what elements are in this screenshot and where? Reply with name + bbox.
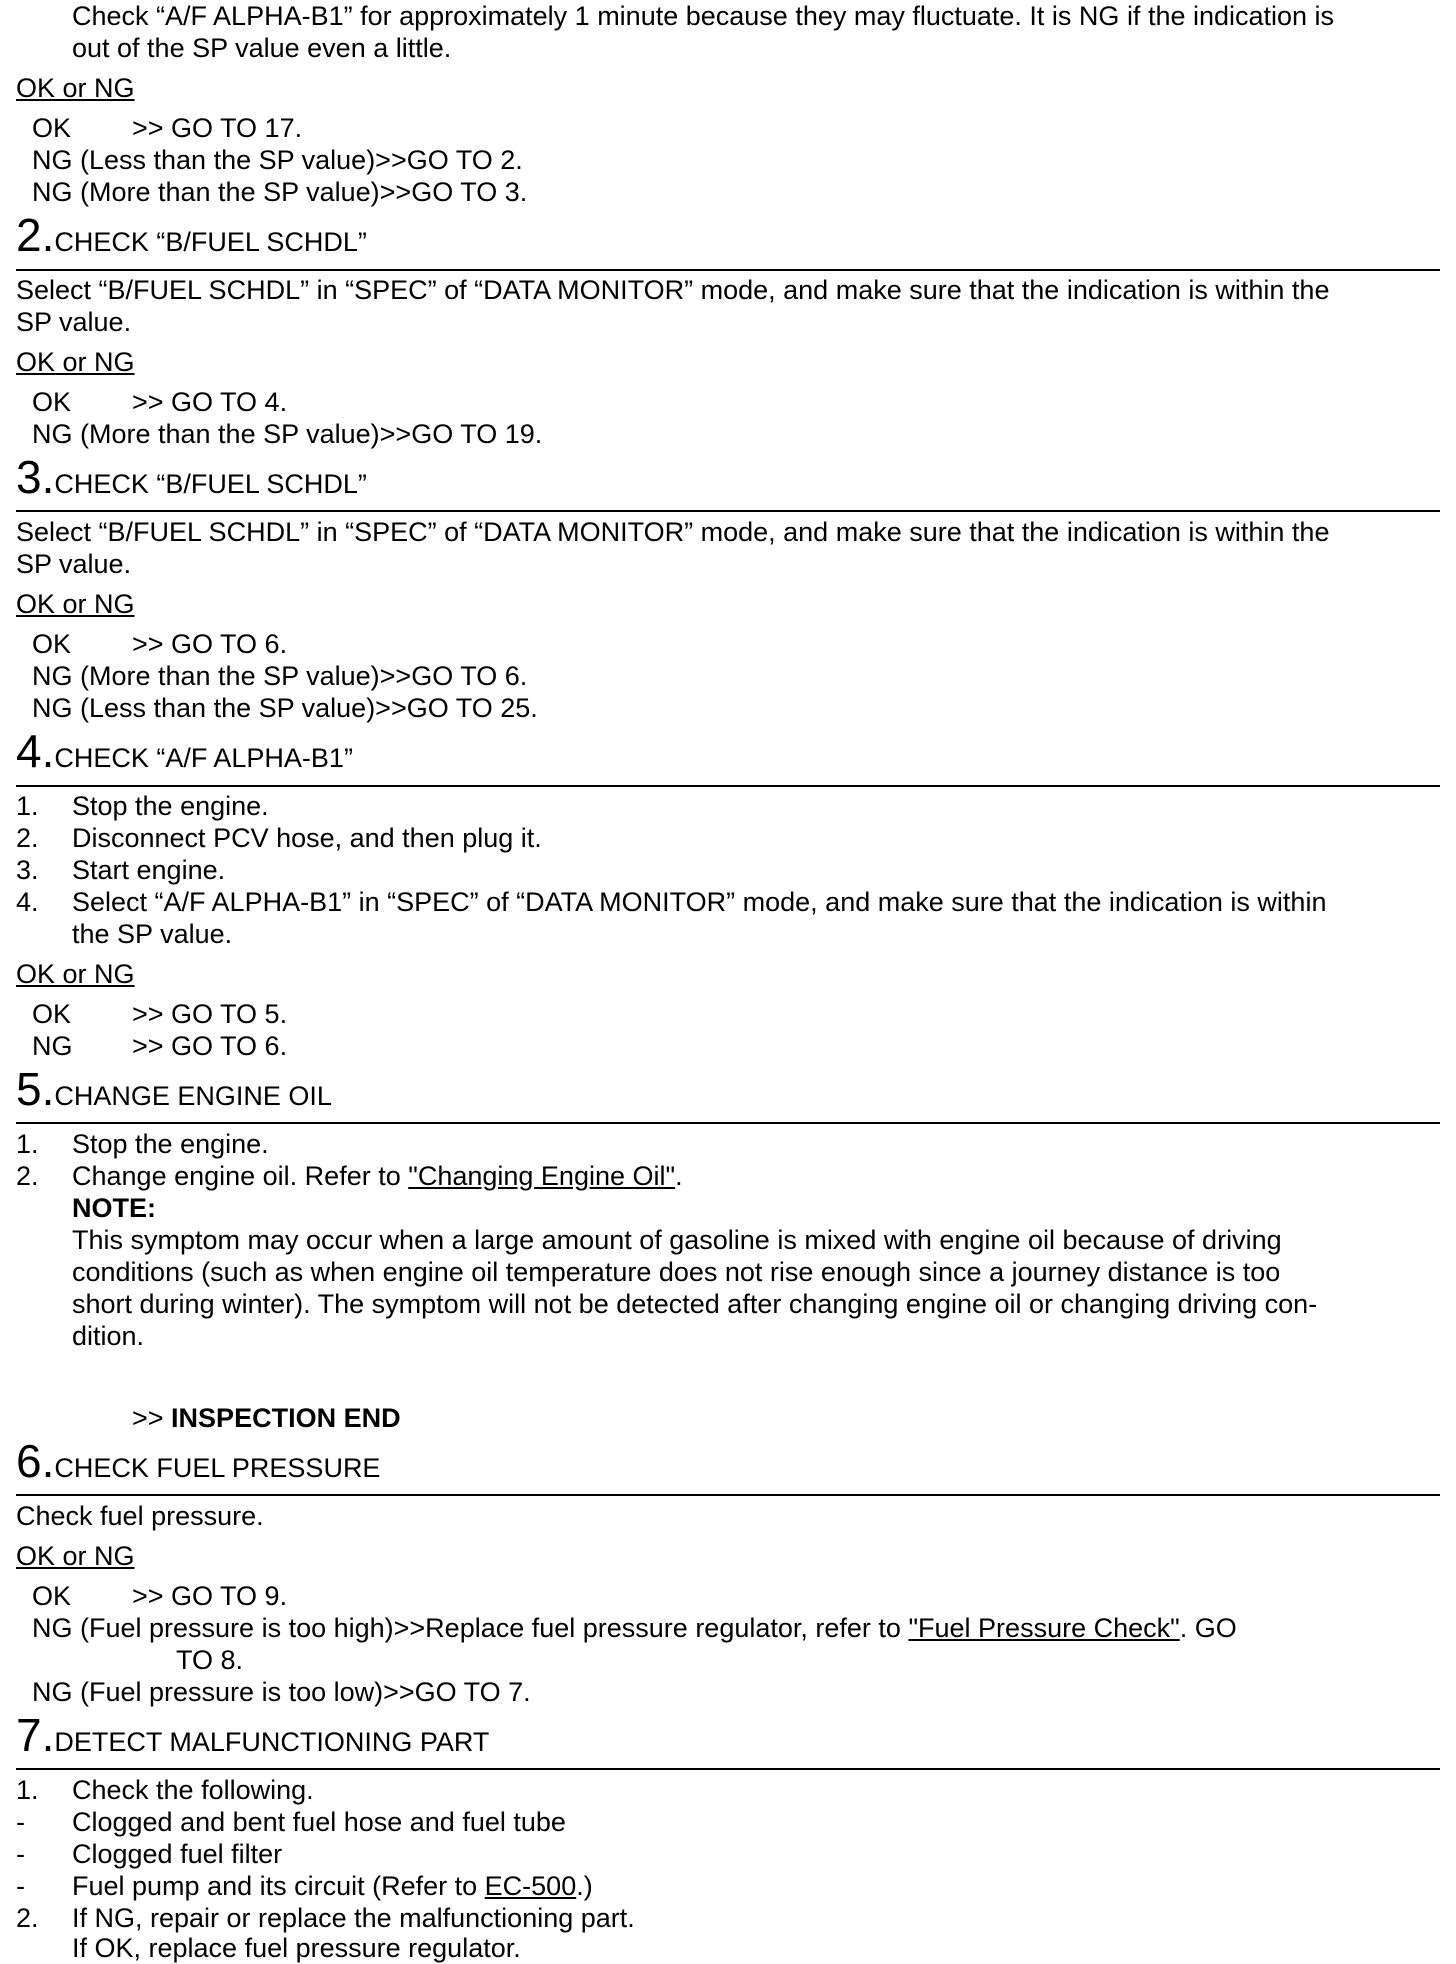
step-7-header bbox=[16, 1709, 490, 1761]
result-ng: NG (More than the SP value)>>GO TO 6. bbox=[32, 661, 528, 691]
intro-line: out of the SP value even a little. bbox=[72, 33, 452, 63]
note-title: NOTE: bbox=[72, 1193, 156, 1223]
divider bbox=[16, 1122, 1440, 1124]
list-item bbox=[72, 1160, 683, 1192]
note-line: This symptom may occur when a large amount of gasoline is mixed with engine oil because of driving bbox=[72, 1225, 1282, 1255]
step-body: Check fuel pressure. bbox=[16, 1501, 264, 1531]
result-ok-label: OK bbox=[32, 113, 72, 143]
bullet-item-text: .) bbox=[576, 1871, 593, 1901]
step-body: SP value. bbox=[16, 307, 132, 337]
bullet: - bbox=[16, 1871, 25, 1901]
result-ng-label: NG bbox=[32, 1031, 73, 1061]
ok-or-ng-heading: OK or NG bbox=[16, 73, 135, 103]
list-item: Check the following. bbox=[72, 1775, 314, 1805]
result-ok-action: >> GO TO 4. bbox=[132, 387, 288, 417]
changing-engine-oil-link[interactable]: "Changing Engine Oil" bbox=[408, 1161, 676, 1191]
divider bbox=[16, 269, 1440, 271]
list-number: 3. bbox=[16, 855, 39, 885]
list-item: Stop the engine. bbox=[72, 791, 269, 821]
inspection-end bbox=[132, 1402, 401, 1434]
bullet-item: Clogged fuel filter bbox=[72, 1839, 283, 1869]
result-ng: NG (Less than the SP value)>>GO TO 2. bbox=[32, 145, 523, 175]
step-number: 5. bbox=[16, 1063, 55, 1115]
list-number: 1. bbox=[16, 1775, 39, 1805]
result-ok-action: >> GO TO 9. bbox=[132, 1581, 288, 1611]
step-5-header bbox=[16, 1063, 332, 1115]
step-body: SP value. bbox=[16, 549, 132, 579]
note-line: conditions (such as when engine oil temperature does not rise enough since a journey distance is too bbox=[72, 1257, 1281, 1287]
result-ok-label: OK bbox=[32, 629, 72, 659]
list-number: 2. bbox=[16, 1903, 39, 1933]
result-ng-text: NG (Fuel pressure is too high)>>Replace fuel pressure regulator, refer to bbox=[32, 1613, 909, 1643]
step-number: 6. bbox=[16, 1435, 55, 1487]
list-item: Start engine. bbox=[72, 855, 226, 885]
result-ok-label: OK bbox=[32, 1581, 72, 1611]
list-item-continued: the SP value. bbox=[72, 919, 233, 949]
step-body: Select “B/FUEL SCHDL” in “SPEC” of “DATA MONITOR” mode, and make sure that the indication is within the bbox=[16, 517, 1330, 547]
step-number: 3. bbox=[16, 451, 55, 503]
list-number: 1. bbox=[16, 1129, 39, 1159]
ok-or-ng-heading: OK or NG bbox=[16, 589, 135, 619]
note-line: dition. bbox=[72, 1321, 145, 1351]
ok-or-ng-heading: OK or NG bbox=[16, 1541, 135, 1571]
step-3-header bbox=[16, 451, 367, 503]
list-item-continued: If OK, replace fuel pressure regulator. bbox=[72, 1933, 521, 1963]
list-item: Select “A/F ALPHA-B1” in “SPEC” of “DATA MONITOR” mode, and make sure that the indication is within bbox=[72, 887, 1327, 917]
step-title: CHECK “B/FUEL SCHDL” bbox=[54, 469, 367, 499]
ec-500-link[interactable]: EC-500 bbox=[484, 1871, 577, 1901]
bullet: - bbox=[16, 1839, 25, 1869]
list-number: 2. bbox=[16, 1161, 39, 1191]
divider bbox=[16, 1494, 1440, 1496]
result-ng-continued: TO 8. bbox=[176, 1645, 244, 1675]
step-title: CHANGE ENGINE OIL bbox=[54, 1081, 332, 1111]
inspection-end-label: INSPECTION END bbox=[171, 1403, 401, 1433]
ok-or-ng-heading: OK or NG bbox=[16, 959, 135, 989]
step-body: Select “B/FUEL SCHDL” in “SPEC” of “DATA MONITOR” mode, and make sure that the indication is within the bbox=[16, 275, 1330, 305]
divider bbox=[16, 1768, 1440, 1770]
divider bbox=[16, 785, 1440, 787]
step-2-header bbox=[16, 209, 367, 261]
fuel-pressure-check-link[interactable]: "Fuel Pressure Check" bbox=[908, 1613, 1180, 1643]
list-item: Disconnect PCV hose, and then plug it. bbox=[72, 823, 542, 853]
bullet-item bbox=[72, 1870, 593, 1902]
result-ng-action: >> GO TO 6. bbox=[132, 1031, 288, 1061]
step-number: 7. bbox=[16, 1709, 55, 1761]
result-ng-text: . GO bbox=[1179, 1613, 1237, 1643]
ok-or-ng-heading: OK or NG bbox=[16, 347, 135, 377]
bullet-item-text: Fuel pump and its circuit (Refer to bbox=[72, 1871, 485, 1901]
result-ok-action: >> GO TO 17. bbox=[132, 113, 303, 143]
result-ng: NG (More than the SP value)>>GO TO 19. bbox=[32, 419, 543, 449]
step-4-header bbox=[16, 725, 353, 777]
list-item-text: Change engine oil. Refer to bbox=[72, 1161, 409, 1191]
step-title: CHECK “B/FUEL SCHDL” bbox=[54, 227, 367, 257]
inspection-end-prefix: >> bbox=[132, 1403, 172, 1433]
step-title: DETECT MALFUNCTIONING PART bbox=[54, 1727, 490, 1757]
list-item-text: . bbox=[675, 1161, 683, 1191]
result-ng bbox=[32, 1612, 1237, 1644]
divider bbox=[16, 510, 1440, 512]
result-ok-action: >> GO TO 5. bbox=[132, 999, 288, 1029]
bullet-item: Clogged and bent fuel hose and fuel tube bbox=[72, 1807, 566, 1837]
list-item: Stop the engine. bbox=[72, 1129, 269, 1159]
list-number: 4. bbox=[16, 887, 39, 917]
step-number: 4. bbox=[16, 725, 55, 777]
intro-line: Check “A/F ALPHA-B1” for approximately 1 minute because they may fluctuate. It is NG if the indication is bbox=[72, 1, 1335, 31]
step-title: CHECK “A/F ALPHA-B1” bbox=[54, 743, 353, 773]
result-ok-label: OK bbox=[32, 387, 72, 417]
step-6-header bbox=[16, 1435, 381, 1487]
result-ng: NG (Less than the SP value)>>GO TO 25. bbox=[32, 693, 538, 723]
result-ok-label: OK bbox=[32, 999, 72, 1029]
list-item: If NG, repair or replace the malfunctioning part. bbox=[72, 1903, 635, 1933]
result-ng: NG (More than the SP value)>>GO TO 3. bbox=[32, 177, 528, 207]
result-ng: NG (Fuel pressure is too low)>>GO TO 7. bbox=[32, 1677, 531, 1707]
bullet: - bbox=[16, 1807, 25, 1837]
note-line: short during winter). The symptom will not be detected after changing engine oil or changing driving con- bbox=[72, 1289, 1318, 1319]
list-number: 1. bbox=[16, 791, 39, 821]
step-number: 2. bbox=[16, 209, 55, 261]
step-title: CHECK FUEL PRESSURE bbox=[54, 1453, 381, 1483]
list-number: 2. bbox=[16, 823, 39, 853]
result-ok-action: >> GO TO 6. bbox=[132, 629, 288, 659]
